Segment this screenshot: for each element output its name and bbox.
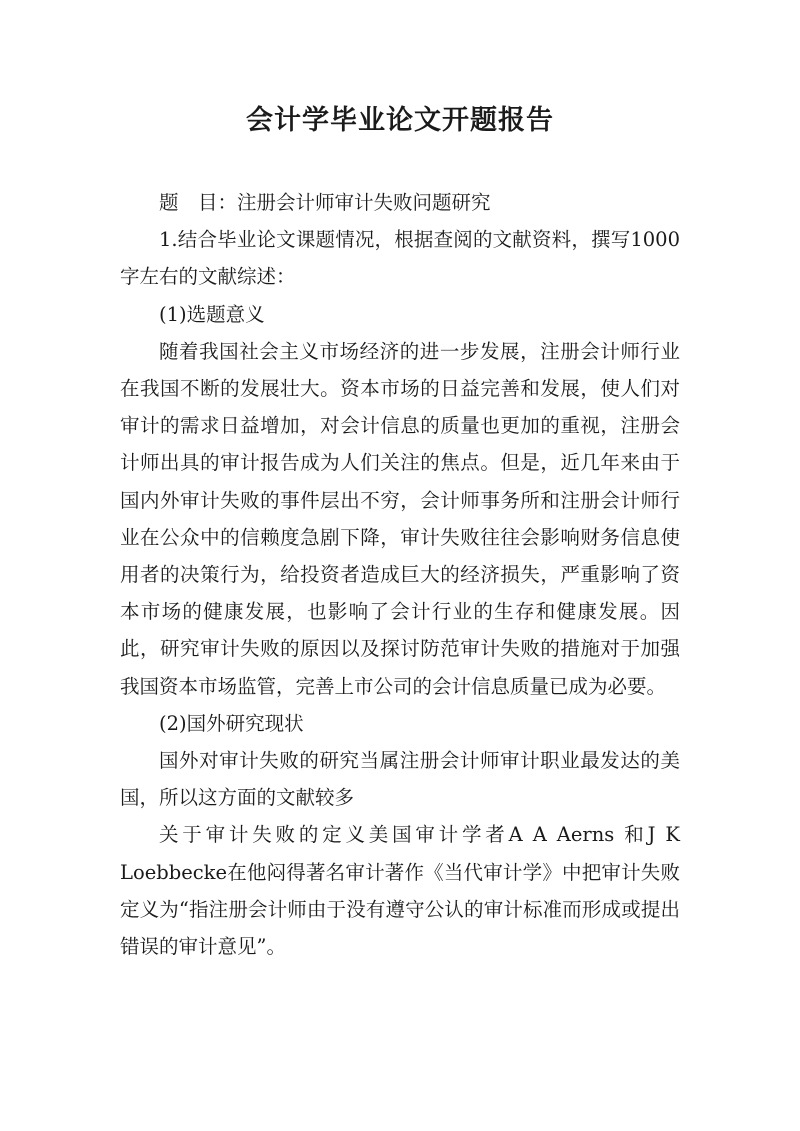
task-instruction: 1.结合毕业论文课题情况，根据查阅的文献资料，撰写1000字左右的文献综述：	[120, 228, 680, 289]
document-body	[120, 184, 680, 965]
paragraph-foreign-research: 国外对审计失败的研究当属注册会计师审计职业最发达的美国，所以这方面的文献较多	[120, 749, 680, 810]
section-heading-foreign-research: (2)国外研究现状	[159, 711, 304, 735]
paragraph-significance: 随着我国社会主义市场经济的进一步发展，注册会计师行业在我国不断的发展壮大。资本市场的日益完善和发展，使人们对审计的需求日益增加，对会计信息的质量也更加的重视，注册会计师出具的审计报告成为人们关注的焦点。但是，近几年来由于国内外审计失败的事件层出不穷，会计师事务所和注册会计师行业在公众中的信赖度急剧下降，审计失败往往会影响财务信息使用者的决策行为，给投资者造成巨大的经济损失，严重影响了资本市场的健康发展，也影响了会计行业的生存和健康发展。因此，研究审计失败的原因以及探讨防范审计失败的措施对于加强我国资本市场监管，完善上市公司的会计信息质量已成为必要。	[120, 339, 680, 698]
paragraph-definition: 关于审计失败的定义美国审计学者A A Aerns 和J K Loebbecke在他闷得著名审计著作《当代审计学》中把审计失败定义为“指注册会计师由于没有遵守公认的审计标准而形成或提出错误的审计意见”。	[120, 823, 680, 959]
subject-line: 题 目：注册会计师审计失败问题研究	[159, 191, 491, 214]
section-heading-significance: (1)选题意义	[159, 302, 265, 326]
document-title: 会计学毕业论文开题报告	[246, 105, 554, 136]
